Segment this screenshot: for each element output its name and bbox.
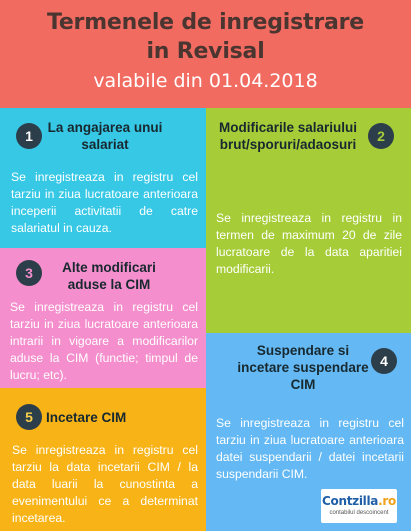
- panel-title: Incetare CIM: [46, 410, 127, 425]
- panel-body: Se inregistreaza in registru cel tarziu in ziua lucratoare anterioara datei suspendarii / datei incetarii suspendarii CIM.: [216, 416, 404, 481]
- step-number-badge: 3: [16, 260, 42, 286]
- step-number-badge: 2: [368, 123, 394, 149]
- panel-title: Alte modificari aduse la CIM: [62, 260, 156, 292]
- validity-subtitle: valabile din 01.04.2018: [93, 70, 318, 92]
- panel-body: Se inregistreaza in registru cel tarziu in ziua lucratoare anterioara inceperii activitatii de catre salariatul in cauza.: [11, 170, 198, 235]
- panel-title: La angajarea unui salariat: [47, 120, 163, 152]
- panel-modificari-salariu: [206, 108, 411, 333]
- logo-domain: .ro: [378, 494, 396, 508]
- step-number-badge: 1: [16, 123, 42, 149]
- panel-body: Se inregistreaza in registru cel tarziu la data incetarii CIM / la data luarii la cunostinta a evenimentului ce a determinat incetarea.: [12, 443, 198, 525]
- panel-incetare: [0, 388, 206, 531]
- step-number-badge: 5: [16, 404, 42, 430]
- panel-alte-modificari: [0, 248, 206, 388]
- logo-tagline: contabilul descoincent: [329, 510, 389, 516]
- panel-title: Modificarile salariului brut/sporuri/adaosuri: [218, 120, 358, 152]
- contzilla-logo[interactable]: [321, 489, 397, 523]
- panel-body: Se inregistreaza in registru cel tarziu in ziua lucratoare anterioara intrarii in vigoare a modificarilor aduse la CIM (functie; timpul de lucru; etc).: [10, 300, 198, 382]
- step-number-badge: 4: [371, 348, 397, 374]
- title-line-2: in Revisal: [146, 39, 265, 64]
- logo-name: Contzilla: [322, 494, 379, 508]
- panel-body: Se inregistreaza in registru in termen de maximum 20 de zile lucratoare de la data aparitiei modificarii.: [216, 211, 402, 276]
- logo-wordmark: [321, 489, 397, 508]
- header-banner: [0, 0, 411, 108]
- panel-angajare: [0, 108, 206, 248]
- title-line-1: Termenele de inregistrare: [46, 10, 365, 35]
- page-title: [0, 0, 411, 66]
- panel-title: Suspendare si incetare suspendare CIM: [237, 343, 369, 392]
